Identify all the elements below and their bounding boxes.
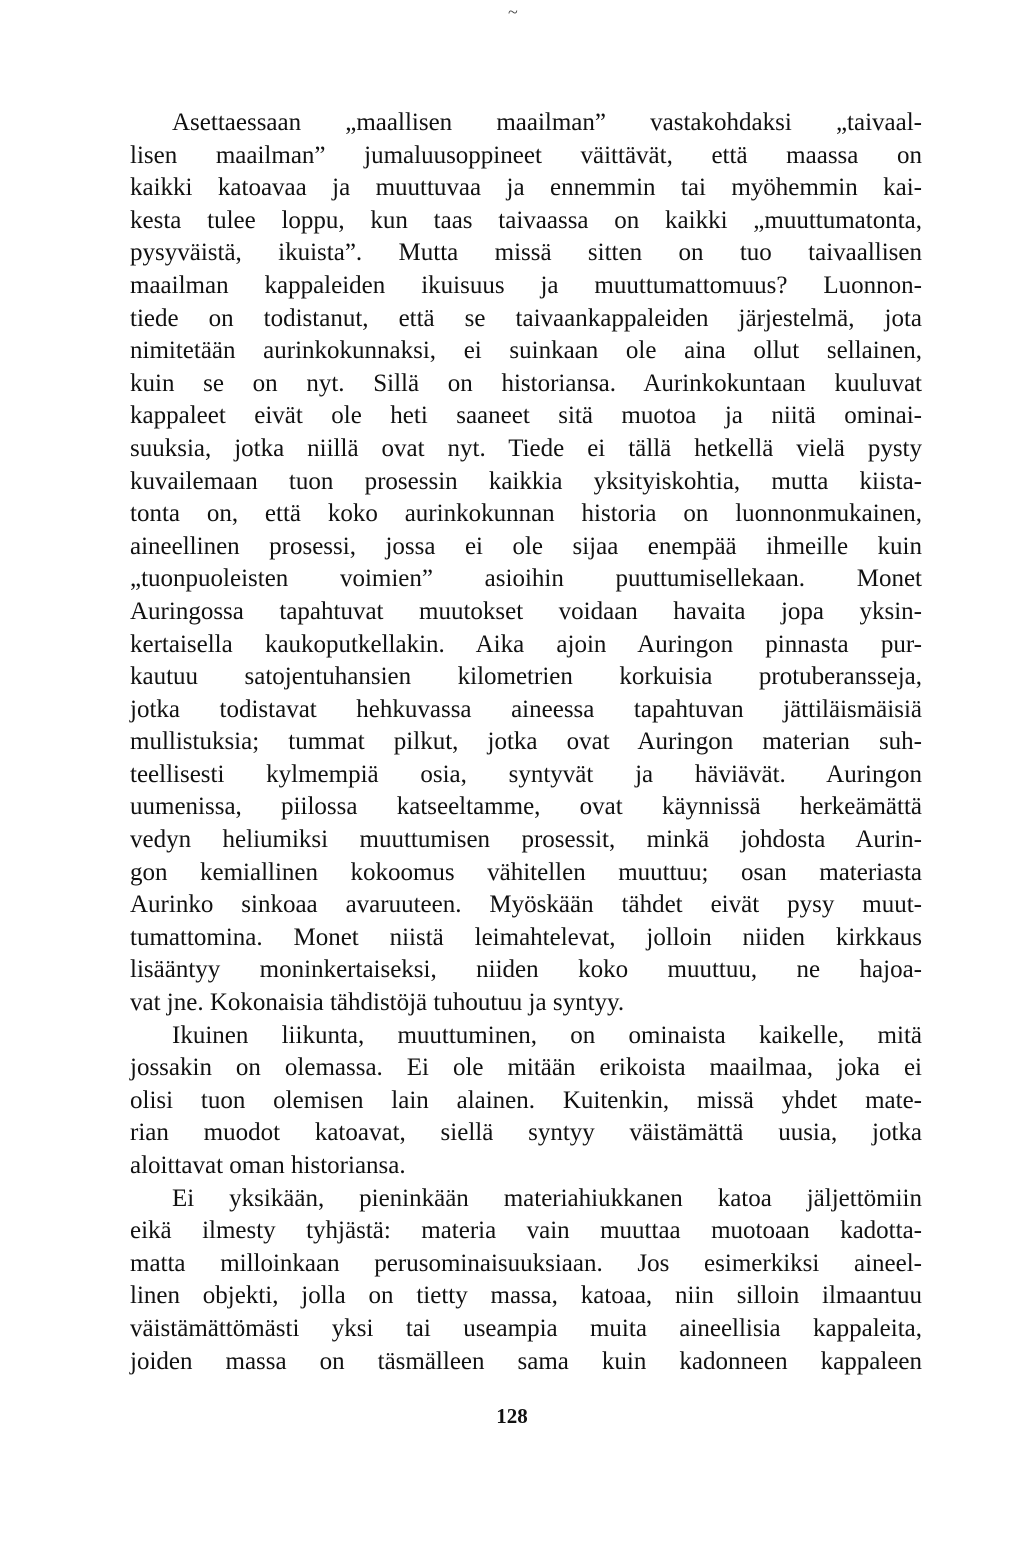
text-line: kuin se on nyt. Sillä on historiansa. Aurinkokuntaan kuuluvat (130, 369, 922, 397)
text-line: eikä ilmesty tyhjästä: materia vain muuttaa muotoaan kadotta- (130, 1217, 922, 1245)
text-line: väistämättömästi yksi tai useampia muita aineellisia kappaleita, (130, 1314, 922, 1342)
text-line: kertaisella kaukoputkellakin. Aika ajoin Auringon pinnasta pur- (130, 630, 922, 658)
text-line: „tuonpuoleisten voimien” asioihin puuttumisellekaan. Monet (130, 565, 922, 593)
text-line: tumattomina. Monet niistä leimahtelevat, jolloin niiden kirkkaus (130, 923, 922, 951)
text-line: lisen maailman” jumaluusoppineet väittävät, että maassa on (130, 141, 922, 169)
text-line: tonta on, että koko aurinkokunnan historia on luonnonmukainen, (130, 500, 922, 528)
text-line: kesta tulee loppu, kun taas taivaassa on kaikki „muuttumatonta, (130, 206, 922, 234)
text-line: matta milloinkaan perusominaisuuksiaan. Jos esimerkiksi aineel- (130, 1249, 922, 1277)
text-line: aloittavat oman historiansa. (130, 1152, 406, 1179)
text-line: Aurinko sinkoaa avaruuteen. Myöskään tähdet eivät pysy muut- (130, 891, 922, 919)
text-line: Ikuinen liikunta, muuttuminen, on ominaista kaikelle, mitä (172, 1021, 922, 1049)
text-line: rian muodot katoavat, siellä syntyy väistämättä uusia, jotka (130, 1119, 922, 1147)
text-line: teellisesti kylmempiä osia, syntyvät ja häviävät. Auringon (130, 760, 922, 788)
text-line: kautuu satojentuhansien kilometrien korkuisia protuberansseja, (130, 663, 922, 691)
text-line: aineellinen prosessi, jossa ei ole sijaa enempää ihmeille kuin (130, 532, 922, 560)
text-line: Auringossa tapahtuvat muutokset voidaan havaita jopa yksin- (130, 597, 922, 625)
text-line: Asettaessaan „maallisen maailman” vastakohdaksi „taivaal- (172, 109, 922, 136)
text-line: jossakin on olemassa. Ei ole mitään erikoista maailmaa, joka ei (130, 1054, 922, 1082)
text-line: suuksia, jotka niillä ovat nyt. Tiede ei tällä hetkellä vielä pysty (130, 434, 922, 462)
text-line: gon kemiallinen kokoomus vähitellen muuttuu; osan materiasta (130, 858, 922, 886)
text-line: kaikki katoavaa ja muuttuvaa ja ennemmin tai myöhemmin kai- (130, 174, 922, 202)
scan-mark: ~ (508, 2, 518, 22)
text-line: linen objekti, jolla on tietty massa, katoaa, niin silloin ilmaantuu (130, 1282, 922, 1310)
text-line: lisääntyy moninkertaiseksi, niiden koko muuttuu, ne hajoa- (130, 956, 922, 984)
text-line: maailman kappaleiden ikuisuus ja muuttumattomuus? Luonnon- (130, 271, 922, 299)
page-number: 128 (496, 1404, 528, 1428)
text-line: uumenissa, piilossa katseeltamme, ovat käynnissä herkeämättä (130, 793, 922, 821)
text-line: Ei yksikään, pieninkään materiahiukkanen katoa jäljettömiin (172, 1184, 922, 1212)
text-line: jotka todistavat hehkuvassa aineessa tapahtuvan jättiläismäisiä (130, 695, 922, 723)
body-text (130, 107, 922, 1378)
text-line: mullistuksia; tummat pilkut, jotka ovat Auringon materian suh- (130, 728, 922, 756)
text-line: vedyn heliumiksi muuttumisen prosessit, minkä johdosta Aurin- (130, 826, 922, 854)
text-line: joiden massa on täsmälleen sama kuin kadonneen kappaleen (130, 1347, 922, 1375)
text-line: olisi tuon olemisen lain alainen. Kuitenkin, missä yhdet mate- (130, 1086, 922, 1114)
text-line: kappaleet eivät ole heti saaneet sitä muotoa ja niitä ominai- (130, 402, 922, 430)
text-line: vat jne. Kokonaisia tähdistöjä tuhoutuu ja syntyy. (130, 989, 625, 1017)
text-line: kuvailemaan tuon prosessin kaikkia yksityiskohtia, mutta kiista- (130, 467, 922, 495)
text-line: pysyväistä, ikuista”. Mutta missä sitten on tuo taivaallisen (130, 239, 922, 267)
text-line: nimitetään aurinkokunnaksi, ei suinkaan ole aina ollut sellainen, (130, 337, 922, 365)
text-line: tiede on todistanut, että se taivaankappaleiden järjestelmä, jota (130, 304, 922, 332)
